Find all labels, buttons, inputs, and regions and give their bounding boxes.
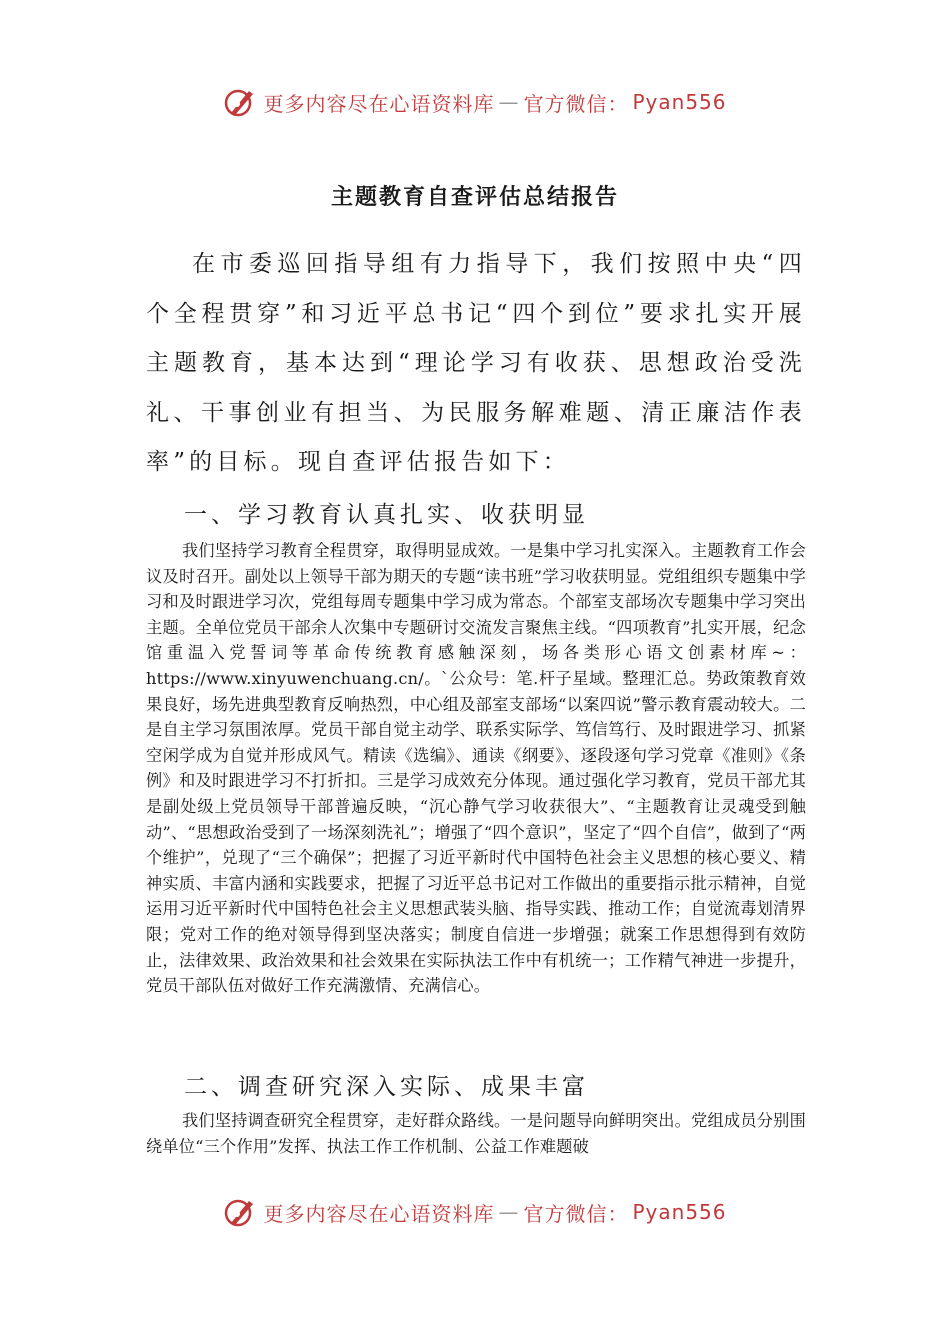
header-banner bbox=[0, 82, 950, 122]
section2-body: 我们坚持调查研究全程贯穿，走好群众路线。一是问题导向鲜明突出。党组成员分别围绕单位“三个作用”发挥、执法工作工作机制、公益工作难题破 bbox=[146, 1111, 806, 1156]
banner-wechat-label: 官方微信： bbox=[523, 91, 629, 116]
banner-wechat-id: Pyan556 bbox=[632, 1200, 727, 1224]
section1-body: 我们坚持学习教育全程贯穿，取得明显成效。一是集中学习扎实深入。主题教育工作会议及时召开。副处以上领导干部为期天的专题“读书班”学习收获明显。党组组织专题集中学习和及时跟进学习次，党组每周专题集中学习成为常态。个部室支部场次专题集中学习突出主题。全单位党员干部余人次集中专题研讨交流发言聚焦主线。“四项教育”扎实开展，纪念馆重温入党誓词等革命传统教育感触深刻，场各类形心语文创素材库~：https://www.xinyuwenchuang.cn/。`公众号：笔.杆子星域。整理汇总。势政策教育效果良好，场先进典型教育反响热烈，中心组及部室支部场“以案四说”警示教育震动较大。二是自主学习氛围浓厚。党员干部自觉主动学、联系实际学、笃信笃行、及时跟进学习、抓紧空闲学成为自觉并形成风气。精读《选编》、通读《纲要》、逐段逐句学习党章《准则》《条例》和及时跟进学习不打折扣。三是学习成效充分体现。通过强化学习教育，党员干部尤其是副处级上党员领导干部普遍反映，“沉心静气学习收获很大”、“主题教育让灵魂受到触动”、“思想政治受到了一场深刻洗礼”；增强了“四个意识”，坚定了“四个自信”，做到了“两个维护”，兑现了“三个确保”；把握了习近平新时代中国特色社会主义思想的核心要义、精神实质、丰富内涵和实践要求，把握了习近平总书记对工作做出的重要指示批示精神，自觉运用习近平新时代中国特色社会主义思想武装头脑、指导实践、推动工作；自觉流毒划清界限；党对工作的绝对领导得到坚决落实；制度自信进一步增强；就案工作思想得到有效防止，法律效果、政治效果和社会效果在实际执法工作中有机统一；工作精气神进一步提升，党员干部队伍对做好工作充满激情、充满信心。 bbox=[146, 541, 806, 996]
pen-logo-icon bbox=[223, 1195, 257, 1229]
section1-heading: 一、学习教育认真扎实、收获明显 bbox=[184, 502, 589, 528]
document-title: 主题教育自查评估总结报告 bbox=[330, 185, 619, 210]
banner-dash: — bbox=[498, 90, 520, 114]
banner-dash: — bbox=[498, 1200, 520, 1224]
banner-main-text: 更多内容尽在心语资料库 bbox=[263, 1201, 495, 1226]
banner-main-text: 更多内容尽在心语资料库 bbox=[263, 91, 495, 116]
section2-heading: 二、调查研究深入实际、成果丰富 bbox=[184, 1074, 589, 1100]
pen-logo-icon bbox=[223, 85, 257, 119]
banner-wechat-id: Pyan556 bbox=[632, 90, 727, 114]
footer-banner bbox=[0, 1192, 950, 1232]
intro-paragraph: 在市委巡回指导组有力指导下，我们按照中央“四个全程贯穿”和习近平总书记“四个到位”要求扎实开展主题教育，基本达到“理论学习有收获、思想政治受洗礼、干事创业有担当、为民服务解难题、清正廉洁作表率”的目标。现自查评估报告如下： bbox=[146, 251, 806, 475]
banner-wechat-label: 官方微信： bbox=[523, 1201, 629, 1226]
